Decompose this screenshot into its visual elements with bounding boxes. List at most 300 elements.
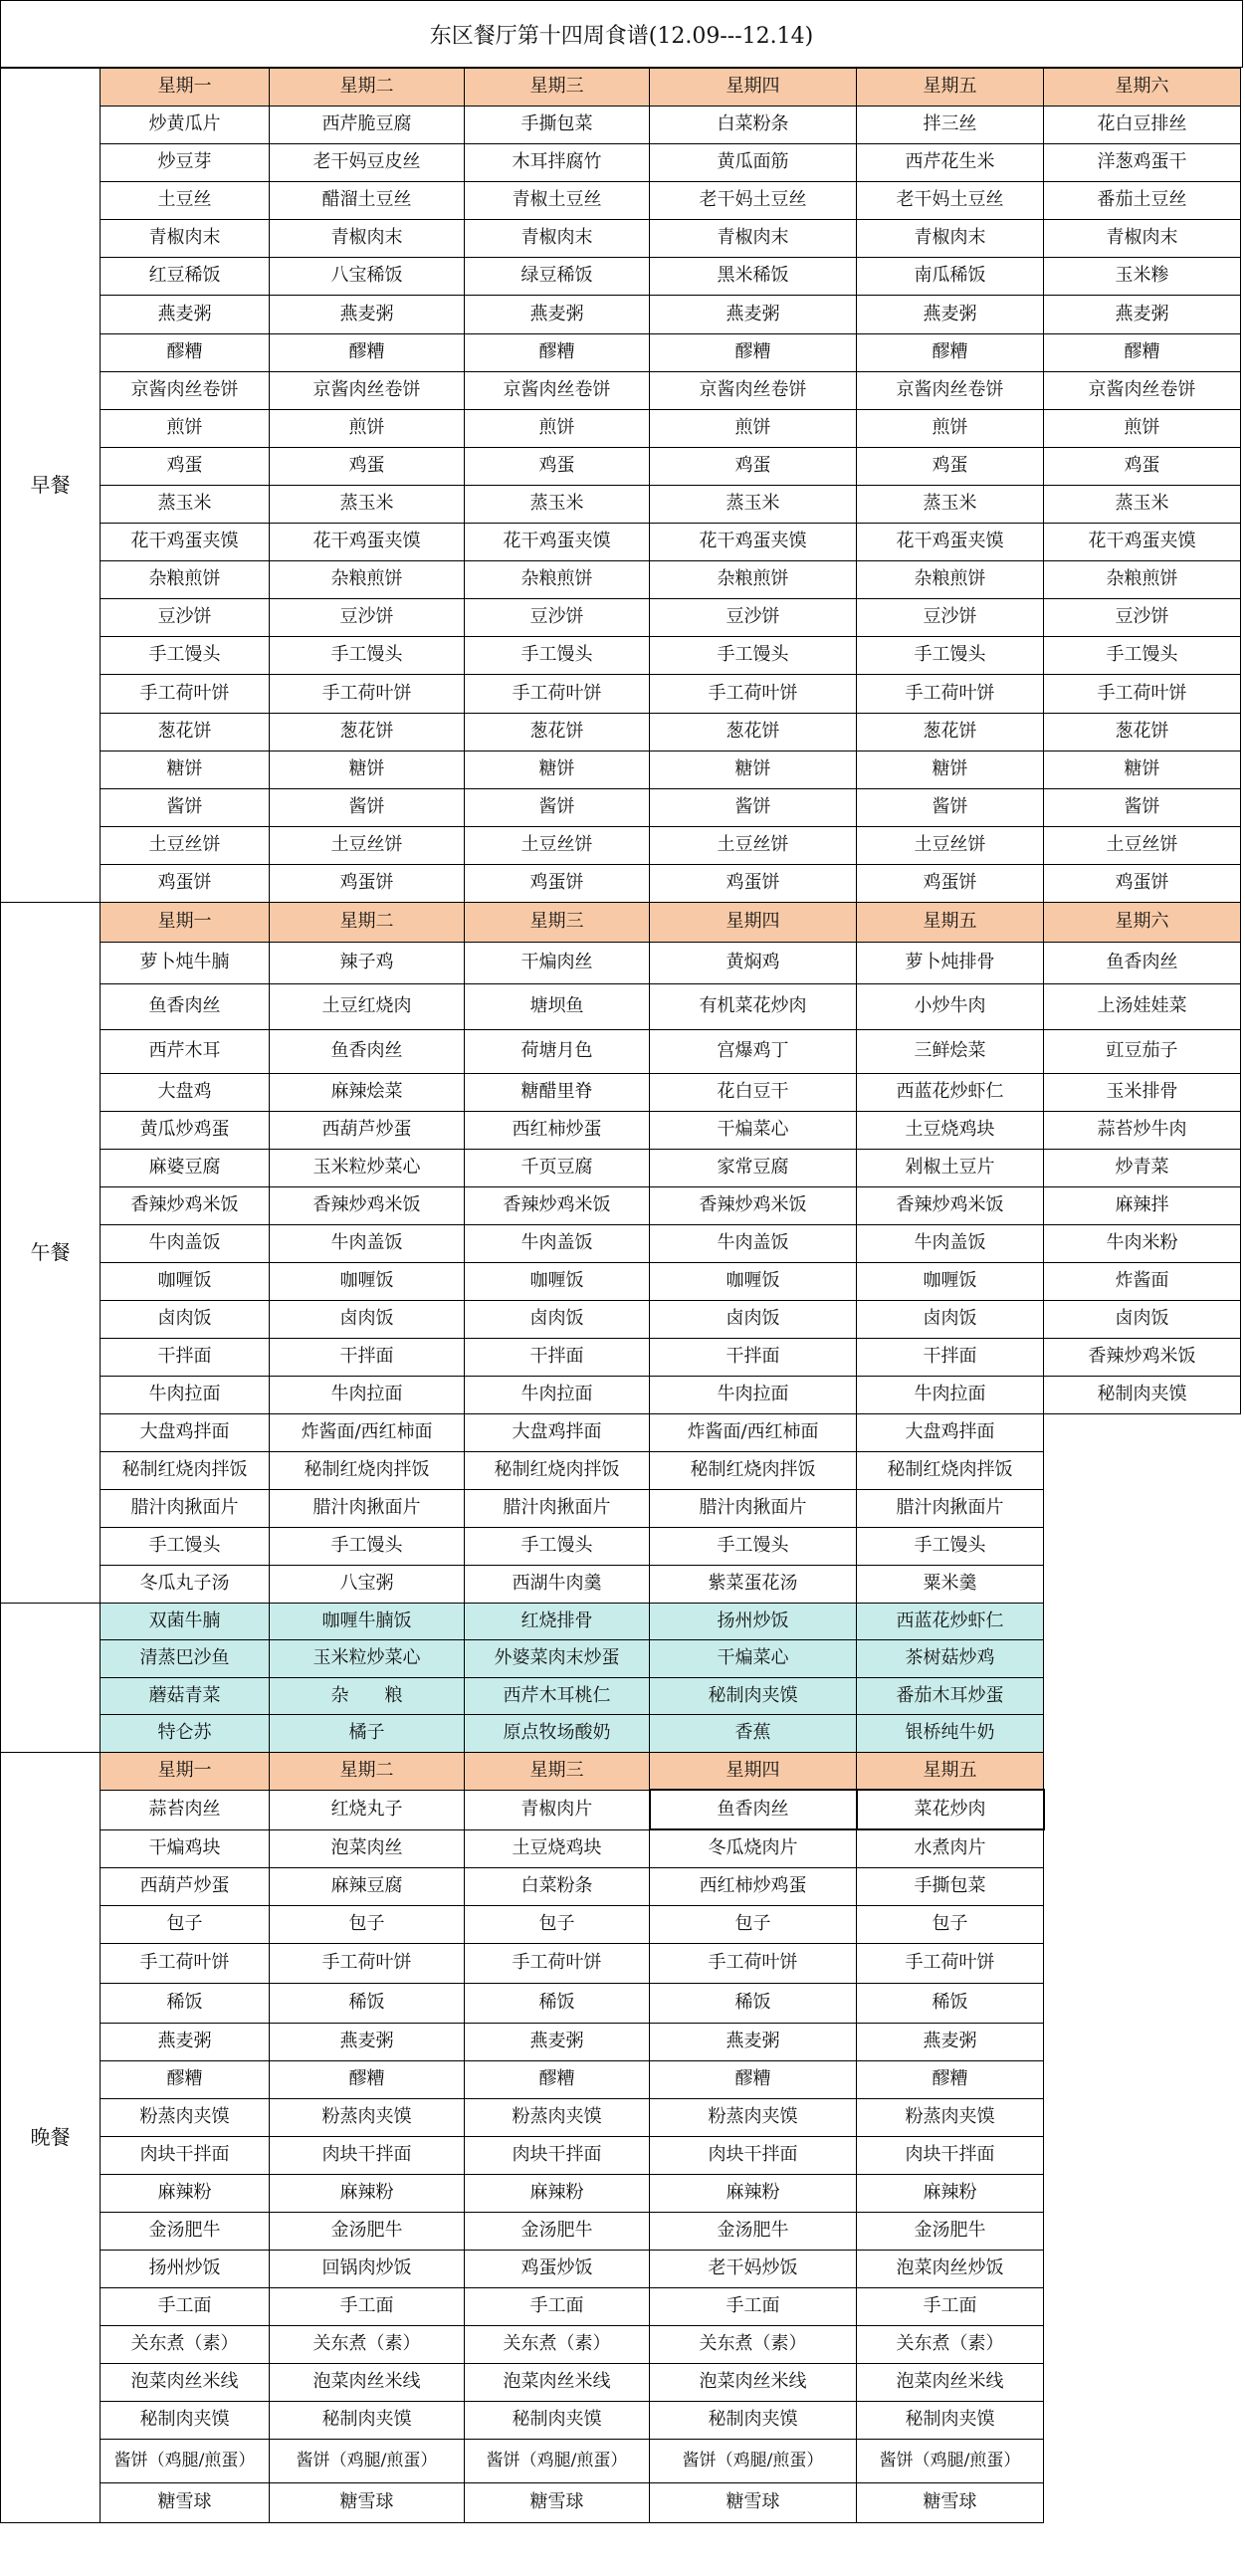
table-row — [1, 2363, 1241, 2401]
table-row — [1, 258, 1241, 296]
table-row — [1, 561, 1241, 599]
dish-cell: 西红柿炒鸡蛋 — [650, 1867, 857, 1905]
dish-cell: 泡菜肉丝炒饭 — [857, 2250, 1044, 2287]
dish-cell: 青椒肉末 — [857, 220, 1044, 258]
header-row — [1, 69, 1241, 107]
dish-cell: 干煸菜心 — [650, 1111, 857, 1149]
dish-cell: 腊汁肉揪面片 — [270, 1489, 465, 1527]
empty-cell — [1044, 1489, 1241, 1527]
day-header: 星期四 — [650, 902, 857, 942]
dish-cell: 粉蒸肉夹馍 — [857, 2098, 1044, 2136]
dish-cell: 花白豆排丝 — [1044, 107, 1241, 144]
header-row — [1, 902, 1241, 942]
dish-cell: 杂粮煎饼 — [101, 561, 270, 599]
dish-cell: 牛肉拉面 — [465, 1376, 650, 1413]
dish-cell: 燕麦粥 — [270, 2023, 465, 2060]
dish-cell: 香辣炒鸡米饭 — [1044, 1338, 1241, 1376]
dish-cell: 麻辣拌 — [1044, 1186, 1241, 1224]
table-row — [1, 1715, 1241, 1753]
dish-cell: 花白豆干 — [650, 1073, 857, 1111]
dish-cell: 燕麦粥 — [857, 2023, 1044, 2060]
table-row — [1, 2482, 1241, 2522]
dish-cell: 关东煮（素） — [857, 2325, 1044, 2363]
dish-cell: 上汤娃娃菜 — [1044, 983, 1241, 1029]
empty-cell — [1044, 1790, 1241, 1829]
dish-cell: 秘制肉夹馍 — [857, 2401, 1044, 2439]
dish-cell: 卤肉饭 — [101, 1300, 270, 1338]
dish-cell: 手工荷叶饼 — [101, 675, 270, 713]
day-header: 星期五 — [857, 902, 1044, 942]
table-row — [1, 1640, 1241, 1678]
table-row — [1, 371, 1241, 409]
dish-cell: 鸡蛋 — [465, 447, 650, 485]
dish-cell: 青椒肉末 — [101, 220, 270, 258]
section-label: 午餐 — [1, 902, 101, 1603]
dish-cell: 土豆丝饼 — [650, 826, 857, 864]
dish-cell: 京酱肉丝卷饼 — [857, 371, 1044, 409]
dish-cell: 泡菜肉丝米线 — [857, 2363, 1044, 2401]
table-row — [1, 1376, 1241, 1413]
dish-cell: 三鲜烩菜 — [857, 1029, 1044, 1073]
table-row — [1, 942, 1241, 983]
dish-cell: 香辣炒鸡米饭 — [270, 1186, 465, 1224]
dish-cell: 糖雪球 — [465, 2482, 650, 2522]
dish-cell: 醪糟 — [270, 2060, 465, 2098]
dish-cell: 蘑菇青菜 — [101, 1677, 270, 1715]
dish-cell: 炸酱面/西红柿面 — [650, 1413, 857, 1451]
dish-cell: 扬州炒饭 — [650, 1603, 857, 1640]
dish-cell: 京酱肉丝卷饼 — [1044, 371, 1241, 409]
dish-cell: 扬州炒饭 — [101, 2250, 270, 2287]
dish-cell: 粉蒸肉夹馍 — [465, 2098, 650, 2136]
empty-cell — [1044, 2287, 1241, 2325]
dish-cell: 煎饼 — [1044, 409, 1241, 447]
menu-table — [0, 68, 1241, 2523]
dish-cell: 香辣炒鸡米饭 — [650, 1186, 857, 1224]
table-row — [1, 2401, 1241, 2439]
dish-cell: 牛肉拉面 — [650, 1376, 857, 1413]
dish-cell: 花干鸡蛋夹馍 — [857, 524, 1044, 561]
dish-cell: 干拌面 — [101, 1338, 270, 1376]
dish-cell: 燕麦粥 — [270, 296, 465, 333]
dish-cell: 蒜苔肉丝 — [101, 1790, 270, 1829]
empty-cell — [1044, 1451, 1241, 1489]
dish-cell: 关东煮（素） — [270, 2325, 465, 2363]
dish-cell: 燕麦粥 — [101, 2023, 270, 2060]
dish-cell: 橘子 — [270, 1715, 465, 1753]
table-row — [1, 751, 1241, 788]
dish-cell: 八宝粥 — [270, 1565, 465, 1603]
dish-cell: 蒜苔炒牛肉 — [1044, 1111, 1241, 1149]
dish-cell: 西葫芦炒蛋 — [101, 1867, 270, 1905]
dish-cell: 蒸玉米 — [1044, 485, 1241, 523]
dish-cell: 香辣炒鸡米饭 — [101, 1186, 270, 1224]
dish-cell: 土豆烧鸡块 — [857, 1111, 1044, 1149]
dish-cell: 京酱肉丝卷饼 — [270, 371, 465, 409]
dish-cell: 酱饼（鸡腿/煎蛋） — [101, 2439, 270, 2482]
dish-cell: 洋葱鸡蛋干 — [1044, 144, 1241, 182]
dish-cell: 黑米稀饭 — [650, 258, 857, 296]
dish-cell: 蒸玉米 — [857, 485, 1044, 523]
dish-cell: 鱼香肉丝 — [101, 983, 270, 1029]
dish-cell: 手工馒头 — [1044, 637, 1241, 675]
dish-cell: 麻婆豆腐 — [101, 1149, 270, 1186]
dish-cell: 卤肉饭 — [650, 1300, 857, 1338]
table-row — [1, 1527, 1241, 1565]
table-row — [1, 599, 1241, 637]
dish-cell: 酱饼 — [101, 788, 270, 826]
table-row — [1, 1413, 1241, 1451]
dish-cell: 鱼香肉丝 — [270, 1029, 465, 1073]
dish-cell: 关东煮（素） — [101, 2325, 270, 2363]
dish-cell: 炸酱面/西红柿面 — [270, 1413, 465, 1451]
dish-cell: 香辣炒鸡米饭 — [857, 1186, 1044, 1224]
dish-cell: 稀饭 — [650, 1983, 857, 2023]
dish-cell: 稀饭 — [465, 1983, 650, 2023]
dish-cell: 麻辣粉 — [270, 2174, 465, 2212]
dish-cell: 醋溜土豆丝 — [270, 182, 465, 220]
dish-cell: 双菌牛腩 — [101, 1603, 270, 1640]
dish-cell: 红烧丸子 — [270, 1790, 465, 1829]
dish-cell: 玉米粒炒菜心 — [270, 1149, 465, 1186]
dish-cell: 干拌面 — [465, 1338, 650, 1376]
table-row — [1, 2060, 1241, 2098]
empty-cell — [1044, 1565, 1241, 1603]
empty-cell — [1044, 1413, 1241, 1451]
dish-cell: 咖喱牛腩饭 — [270, 1603, 465, 1640]
dish-cell: 腊汁肉揪面片 — [465, 1489, 650, 1527]
dish-cell: 秘制红烧肉拌饭 — [270, 1451, 465, 1489]
dish-cell: 炒豆芽 — [101, 144, 270, 182]
dish-cell: 手工荷叶饼 — [101, 1943, 270, 1983]
dish-cell: 老干妈土豆丝 — [650, 182, 857, 220]
day-header: 星期五 — [857, 1752, 1044, 1790]
dish-cell: 金汤肥牛 — [465, 2212, 650, 2250]
dish-cell: 鸡蛋炒饭 — [465, 2250, 650, 2287]
dish-cell: 牛肉拉面 — [101, 1376, 270, 1413]
day-header: 星期六 — [1044, 902, 1241, 942]
dish-cell: 酱饼 — [465, 788, 650, 826]
dish-cell: 鸡蛋饼 — [270, 864, 465, 902]
empty-cell — [1044, 1715, 1241, 1753]
table-row — [1, 182, 1241, 220]
dish-cell: 金汤肥牛 — [650, 2212, 857, 2250]
dish-cell: 手撕包菜 — [465, 107, 650, 144]
dish-cell: 牛肉盖饭 — [101, 1224, 270, 1262]
dish-cell: 鱼香肉丝 — [650, 1790, 857, 1829]
dish-cell: 酱饼 — [270, 788, 465, 826]
header-row — [1, 1752, 1241, 1790]
table-row — [1, 1867, 1241, 1905]
dish-cell: 醪糟 — [650, 2060, 857, 2098]
day-header: 星期三 — [465, 69, 650, 107]
dish-cell: 宫爆鸡丁 — [650, 1029, 857, 1073]
day-header: 星期一 — [101, 1752, 270, 1790]
dish-cell: 老干妈炒饭 — [650, 2250, 857, 2287]
dish-cell: 手工面 — [465, 2287, 650, 2325]
dish-cell: 糖饼 — [857, 751, 1044, 788]
dish-cell: 紫菜蛋花汤 — [650, 1565, 857, 1603]
dish-cell: 拌三丝 — [857, 107, 1044, 144]
dish-cell: 鸡蛋 — [650, 447, 857, 485]
dish-cell: 粉蒸肉夹馍 — [650, 2098, 857, 2136]
dish-cell: 土豆丝饼 — [1044, 826, 1241, 864]
dish-cell: 花干鸡蛋夹馍 — [270, 524, 465, 561]
dish-cell: 腊汁肉揪面片 — [101, 1489, 270, 1527]
dish-cell: 手工荷叶饼 — [465, 1943, 650, 1983]
dish-cell: 粉蒸肉夹馍 — [270, 2098, 465, 2136]
day-header: 星期二 — [270, 69, 465, 107]
dish-cell: 牛肉盖饭 — [465, 1224, 650, 1262]
dish-cell: 醪糟 — [101, 2060, 270, 2098]
dish-cell: 泡菜肉丝米线 — [465, 2363, 650, 2401]
dish-cell: 手工馒头 — [465, 637, 650, 675]
dish-cell: 手工馒头 — [857, 637, 1044, 675]
dish-cell: 大盘鸡拌面 — [101, 1413, 270, 1451]
dish-cell: 煎饼 — [270, 409, 465, 447]
dish-cell: 麻辣粉 — [465, 2174, 650, 2212]
page-title: 东区餐厅第十四周食谱(12.09---12.14) — [0, 0, 1243, 68]
dish-cell: 咖喱饭 — [270, 1262, 465, 1300]
day-header: 星期二 — [270, 1752, 465, 1790]
dish-cell: 白菜粉条 — [465, 1867, 650, 1905]
empty-cell — [1044, 2098, 1241, 2136]
dish-cell: 豇豆茄子 — [1044, 1029, 1241, 1073]
table-row — [1, 1677, 1241, 1715]
table-row — [1, 1790, 1241, 1829]
dish-cell: 稀饭 — [270, 1983, 465, 2023]
dish-cell: 千页豆腐 — [465, 1149, 650, 1186]
dish-cell: 鸡蛋饼 — [650, 864, 857, 902]
table-row — [1, 983, 1241, 1029]
dish-cell: 茶树菇炒鸡 — [857, 1640, 1044, 1678]
dish-cell: 老干妈豆皮丝 — [270, 144, 465, 182]
table-row — [1, 220, 1241, 258]
dish-cell: 玉米粒炒菜心 — [270, 1640, 465, 1678]
dish-cell: 醪糟 — [465, 333, 650, 371]
dish-cell: 醪糟 — [857, 333, 1044, 371]
empty-cell — [1044, 2060, 1241, 2098]
day-header: 星期三 — [465, 1752, 650, 1790]
dish-cell: 粟米羹 — [857, 1565, 1044, 1603]
dish-cell: 糖雪球 — [101, 2482, 270, 2522]
dish-cell: 黄瓜面筋 — [650, 144, 857, 182]
table-row — [1, 1829, 1241, 1867]
empty-cell — [1044, 1640, 1241, 1678]
day-header: 星期四 — [650, 1752, 857, 1790]
dish-cell: 萝卜炖排骨 — [857, 942, 1044, 983]
dish-cell: 鸡蛋 — [101, 447, 270, 485]
dish-cell: 手工荷叶饼 — [270, 675, 465, 713]
dish-cell: 黄瓜炒鸡蛋 — [101, 1111, 270, 1149]
table-row — [1, 1451, 1241, 1489]
table-row — [1, 2250, 1241, 2287]
empty-cell — [1044, 1677, 1241, 1715]
dish-cell: 秘制红烧肉拌饭 — [101, 1451, 270, 1489]
dish-cell: 鸡蛋 — [270, 447, 465, 485]
dish-cell: 大盘鸡拌面 — [465, 1413, 650, 1451]
dish-cell: 手工荷叶饼 — [857, 675, 1044, 713]
empty-cell — [1044, 2023, 1241, 2060]
dish-cell: 肉块干拌面 — [465, 2136, 650, 2174]
empty-cell — [1044, 1752, 1241, 1790]
table-row — [1, 1905, 1241, 1943]
dish-cell: 糖饼 — [1044, 751, 1241, 788]
dish-cell: 稀饭 — [101, 1983, 270, 2023]
day-header: 星期六 — [1044, 69, 1241, 107]
dish-cell: 麻辣粉 — [650, 2174, 857, 2212]
dish-cell: 豆沙饼 — [857, 599, 1044, 637]
dish-cell: 京酱肉丝卷饼 — [650, 371, 857, 409]
dish-cell: 鸡蛋饼 — [101, 864, 270, 902]
dish-cell: 蒸玉米 — [650, 485, 857, 523]
dish-cell: 包子 — [465, 1905, 650, 1943]
dish-cell: 糖饼 — [650, 751, 857, 788]
dish-cell: 绿豆稀饭 — [465, 258, 650, 296]
table-row — [1, 2023, 1241, 2060]
dish-cell: 手工荷叶饼 — [857, 1943, 1044, 1983]
empty-cell — [1044, 1983, 1241, 2023]
dish-cell: 麻辣烩菜 — [270, 1073, 465, 1111]
dish-cell: 豆沙饼 — [1044, 599, 1241, 637]
empty-cell — [1044, 2174, 1241, 2212]
dish-cell: 鸡蛋饼 — [465, 864, 650, 902]
dish-cell: 卤肉饭 — [270, 1300, 465, 1338]
dish-cell: 腊汁肉揪面片 — [857, 1489, 1044, 1527]
dish-cell: 冬瓜丸子汤 — [101, 1565, 270, 1603]
dish-cell: 西蓝花炒虾仁 — [857, 1073, 1044, 1111]
dish-cell: 西芹脆豆腐 — [270, 107, 465, 144]
dish-cell: 西芹木耳 — [101, 1029, 270, 1073]
dish-cell: 西红柿炒蛋 — [465, 1111, 650, 1149]
dish-cell: 清蒸巴沙鱼 — [101, 1640, 270, 1678]
dish-cell: 西芹花生米 — [857, 144, 1044, 182]
dish-cell: 青椒肉末 — [650, 220, 857, 258]
empty-cell — [1044, 2212, 1241, 2250]
empty-cell — [1044, 2363, 1241, 2401]
dish-cell: 干煸肉丝 — [465, 942, 650, 983]
dish-cell: 土豆烧鸡块 — [465, 1829, 650, 1867]
empty-cell — [1044, 1603, 1241, 1640]
table-row — [1, 1111, 1241, 1149]
dish-cell: 干拌面 — [857, 1338, 1044, 1376]
dish-cell: 小炒牛肉 — [857, 983, 1044, 1029]
dish-cell: 炒青菜 — [1044, 1149, 1241, 1186]
dish-cell: 豆沙饼 — [270, 599, 465, 637]
table-row — [1, 2136, 1241, 2174]
dish-cell: 麻辣粉 — [101, 2174, 270, 2212]
dish-cell: 包子 — [101, 1905, 270, 1943]
dish-cell: 土豆丝 — [101, 182, 270, 220]
dish-cell: 牛肉米粉 — [1044, 1224, 1241, 1262]
dish-cell: 醪糟 — [1044, 333, 1241, 371]
table-row — [1, 447, 1241, 485]
dish-cell: 花干鸡蛋夹馍 — [465, 524, 650, 561]
dish-cell: 秘制肉夹馍 — [270, 2401, 465, 2439]
empty-cell — [1044, 1943, 1241, 1983]
table-row — [1, 1029, 1241, 1073]
dish-cell: 醪糟 — [270, 333, 465, 371]
table-row — [1, 788, 1241, 826]
dish-cell: 蒸玉米 — [101, 485, 270, 523]
dish-cell: 牛肉盖饭 — [857, 1224, 1044, 1262]
empty-cell — [1044, 2136, 1241, 2174]
dish-cell: 炸酱面 — [1044, 1262, 1241, 1300]
dish-cell: 包子 — [857, 1905, 1044, 1943]
day-header: 星期四 — [650, 69, 857, 107]
dish-cell: 萝卜炖牛腩 — [101, 942, 270, 983]
dish-cell: 手工馒头 — [857, 1527, 1044, 1565]
dish-cell: 红豆稀饭 — [101, 258, 270, 296]
dish-cell: 番茄木耳炒蛋 — [857, 1677, 1044, 1715]
dish-cell: 西湖牛肉羹 — [465, 1565, 650, 1603]
dish-cell: 咖喱饭 — [650, 1262, 857, 1300]
table-row — [1, 637, 1241, 675]
dish-cell: 关东煮（素） — [650, 2325, 857, 2363]
dish-cell: 手工馒头 — [650, 637, 857, 675]
dish-cell: 蒸玉米 — [270, 485, 465, 523]
table-row — [1, 333, 1241, 371]
dish-cell: 腊汁肉揪面片 — [650, 1489, 857, 1527]
dish-cell: 花干鸡蛋夹馍 — [101, 524, 270, 561]
table-row — [1, 409, 1241, 447]
table-row — [1, 2287, 1241, 2325]
dish-cell: 手工面 — [101, 2287, 270, 2325]
dish-cell: 外婆菜肉末炒蛋 — [465, 1640, 650, 1678]
table-row — [1, 713, 1241, 751]
dish-cell: 醪糟 — [857, 2060, 1044, 2098]
dish-cell: 醪糟 — [650, 333, 857, 371]
dish-cell: 有机菜花炒肉 — [650, 983, 857, 1029]
dish-cell: 土豆丝饼 — [101, 826, 270, 864]
dish-cell: 银桥纯牛奶 — [857, 1715, 1044, 1753]
dish-cell: 牛肉拉面 — [270, 1376, 465, 1413]
section-label: 早餐 — [1, 69, 101, 903]
dish-cell: 手工面 — [270, 2287, 465, 2325]
dish-cell: 西蓝花炒虾仁 — [857, 1603, 1044, 1640]
dish-cell: 土豆丝饼 — [270, 826, 465, 864]
dish-cell: 酱饼（鸡腿/煎蛋） — [465, 2439, 650, 2482]
table-row — [1, 144, 1241, 182]
dish-cell: 糖雪球 — [857, 2482, 1044, 2522]
dish-cell: 鸡蛋 — [857, 447, 1044, 485]
day-header: 星期一 — [101, 902, 270, 942]
dish-cell: 秘制肉夹馍 — [1044, 1376, 1241, 1413]
dish-cell: 糖饼 — [270, 751, 465, 788]
empty-cell — [1044, 2482, 1241, 2522]
dish-cell: 酱饼 — [1044, 788, 1241, 826]
dish-cell: 杂粮煎饼 — [1044, 561, 1241, 599]
dish-cell: 手工荷叶饼 — [650, 675, 857, 713]
dish-cell: 糖雪球 — [270, 2482, 465, 2522]
dish-cell: 鸡蛋饼 — [857, 864, 1044, 902]
dish-cell: 秘制肉夹馍 — [101, 2401, 270, 2439]
dish-cell: 老干妈土豆丝 — [857, 182, 1044, 220]
dish-cell: 手撕包菜 — [857, 1867, 1044, 1905]
dish-cell: 卤肉饭 — [1044, 1300, 1241, 1338]
table-row — [1, 1262, 1241, 1300]
dish-cell: 冬瓜烧肉片 — [650, 1829, 857, 1867]
dish-cell: 黄焖鸡 — [650, 942, 857, 983]
dish-cell: 酱饼（鸡腿/煎蛋） — [650, 2439, 857, 2482]
table-row — [1, 2325, 1241, 2363]
dish-cell: 金汤肥牛 — [857, 2212, 1044, 2250]
dish-cell: 杂粮煎饼 — [650, 561, 857, 599]
dish-cell: 炒黄瓜片 — [101, 107, 270, 144]
dish-cell: 塘坝鱼 — [465, 983, 650, 1029]
dish-cell: 糖雪球 — [650, 2482, 857, 2522]
dish-cell: 回锅肉炒饭 — [270, 2250, 465, 2287]
